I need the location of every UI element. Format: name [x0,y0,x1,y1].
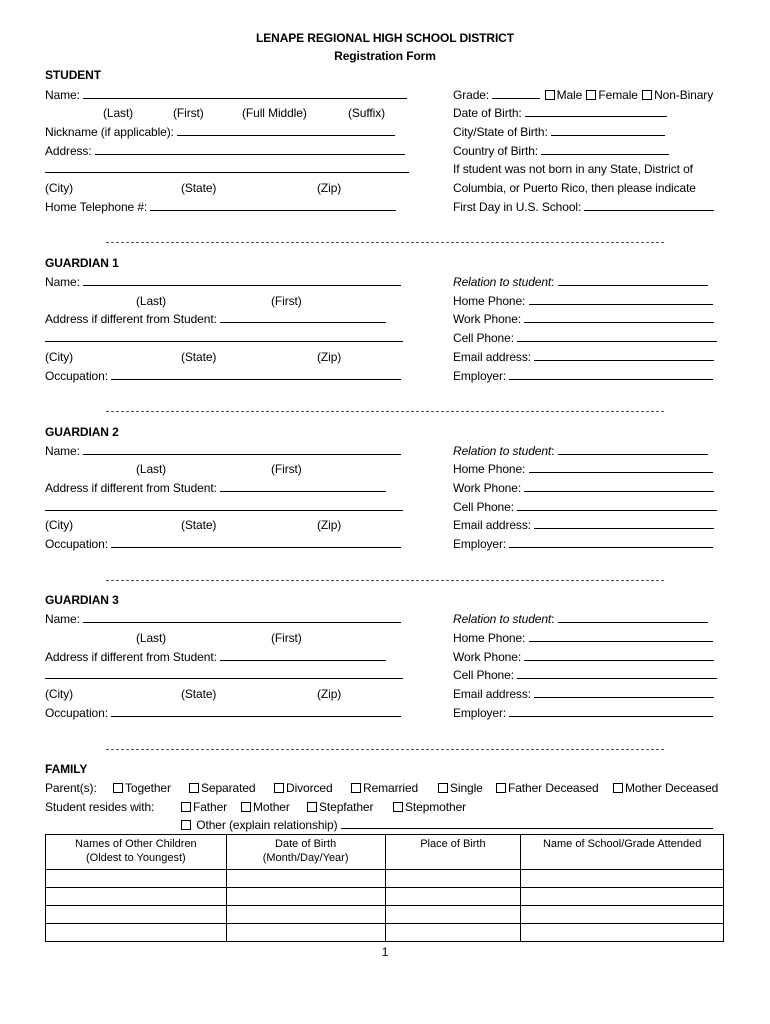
col-header-dob [226,835,385,870]
table-header-row [46,835,724,870]
guardian1-name-label: Name: [45,275,80,289]
table-cell[interactable] [46,906,227,924]
parent-option-separated[interactable] [188,781,255,795]
guardian3-address-field[interactable] [220,650,386,661]
father-label: Father [193,800,228,814]
table-cell[interactable] [385,870,521,888]
non-binary-checkbox[interactable] [642,90,652,100]
student-zip-label: (Zip) [317,181,342,195]
guardian2-occupation-field[interactable] [111,537,401,548]
guardian2-relation-field[interactable] [558,444,708,455]
grade-gender-row [453,88,713,102]
guardian3-work-phone-row [453,650,714,664]
guardian1-work-phone-row [453,312,714,326]
guardian3-home-phone-field[interactable] [529,631,713,642]
together-checkbox[interactable] [113,783,123,793]
guardian3-name-label: Name: [45,612,80,626]
guardian3-address-label: Address if different from Student: [45,650,217,664]
guardian3-address-row [45,650,386,664]
home-telephone-row [45,200,396,214]
country-birth-field[interactable] [541,144,669,155]
student-sub-first: (First) [173,106,204,120]
guardian1-cell-phone-label: Cell Phone: [453,331,514,345]
grade-field[interactable] [492,88,540,99]
country-birth-row [453,144,669,158]
parent-option-together[interactable] [112,781,171,795]
guardian1-work-phone-label: Work Phone: [453,312,522,326]
guardian2-relation-label: Relation to student [453,444,552,458]
form-title: Registration Form [334,49,436,63]
district-title: LENAPE REGIONAL HIGH SCHOOL DISTRICT [256,31,514,45]
page-number: 1 [381,945,389,959]
nickname-row [45,125,395,139]
resides-option-father[interactable] [180,800,227,814]
guardian1-name-row [45,275,401,289]
col-header-names [46,835,227,870]
parent-option-remarried[interactable] [350,781,418,795]
dob-label: Date of Birth: [453,106,522,120]
section-divider [106,242,664,243]
guardian2-employer-label: Employer: [453,537,507,551]
guardian1-relation-row: Relation to student: [453,275,708,289]
student-sub-middle: (Full Middle) [242,106,307,120]
guardian1-zip-label: (Zip) [317,350,342,364]
student-name-row [45,88,407,102]
guardian3-zip-label: (Zip) [317,687,342,701]
guardian1-relation-field[interactable] [558,275,708,286]
nickname-label: Nickname (if applicable): [45,125,174,139]
guardian3-city-label: (City) [45,687,74,701]
guardian2-sub-last: (Last) [136,462,167,476]
guardian3-home-phone-row [453,631,713,645]
table-cell[interactable] [385,924,521,942]
guardian2-work-phone-row [453,481,714,495]
home-telephone-field[interactable] [150,200,396,211]
table-cell[interactable] [521,888,724,906]
guardian2-heading: GUARDIAN 2 [45,425,119,439]
divorced-checkbox[interactable] [274,783,284,793]
mother-deceased-label: Mother Deceased [625,781,719,795]
table-row [46,870,724,888]
mother-checkbox[interactable] [241,802,251,812]
father-deceased-label: Father Deceased [508,781,599,795]
guardian2-address-field-2[interactable] [45,500,403,511]
guardian1-address-row [45,312,386,326]
student-address-field-2[interactable] [45,162,409,173]
table-cell[interactable] [46,888,227,906]
guardian3-relation-field[interactable] [558,612,708,623]
guardian3-address-field-2[interactable] [45,668,403,679]
col-header-school-text: Name of School/Grade Attended [542,838,702,850]
guardian2-employer-row [453,537,713,551]
guardian2-email-field[interactable] [534,518,714,529]
guardian2-name-field[interactable] [83,444,401,455]
guardian2-home-phone-row [453,462,713,476]
guardian3-sub-last: (Last) [136,631,167,645]
single-label: Single [450,781,483,795]
guardian2-relation-row: Relation to student: [453,444,708,458]
student-name-label: Name: [45,88,80,102]
guardian1-home-phone-row [453,294,713,308]
guardian3-email-field[interactable] [534,687,714,698]
separated-checkbox[interactable] [189,783,199,793]
guardian1-relation-label: Relation to student [453,275,552,289]
guardian1-occupation-field[interactable] [111,369,401,380]
birth-note-line2: Columbia, or Puerto Rico, then please indicate [453,181,696,195]
guardian3-cell-phone-row [453,668,717,682]
mother-label: Mother [253,800,290,814]
parents-label: Parent(s): [45,781,97,795]
guardian2-email-row [453,518,714,532]
guardian3-occupation-row [45,706,401,720]
guardian1-email-row [453,350,714,364]
other-explain-field[interactable] [341,818,713,829]
first-day-field[interactable] [584,200,714,211]
guardian1-state-label: (State) [181,350,217,364]
guardian3-occupation-field[interactable] [111,706,401,717]
resides-label: Student resides with: [45,800,155,814]
guardian1-occupation-row [45,369,401,383]
table-cell[interactable] [521,906,724,924]
grade-label: Grade: [453,88,490,102]
guardian2-work-phone-field[interactable] [524,481,714,492]
section-divider [106,411,664,412]
guardian2-city-label: (City) [45,518,74,532]
guardian1-address-line2 [45,331,403,345]
guardian2-occupation-label: Occupation: [45,537,108,551]
remarried-checkbox[interactable] [351,783,361,793]
father-deceased-checkbox[interactable] [496,783,506,793]
section-divider [106,580,664,581]
student-name-field[interactable] [83,88,407,99]
guardian3-cell-phone-label: Cell Phone: [453,668,514,682]
col-header-place [385,835,521,870]
separated-label: Separated [201,781,256,795]
first-day-label: First Day in U.S. School: [453,200,582,214]
guardian1-employer-label: Employer: [453,369,507,383]
guardian3-email-label: Email address: [453,687,531,701]
guardian2-home-phone-field[interactable] [529,462,713,473]
city-state-birth-field[interactable] [551,125,665,136]
guardian2-email-label: Email address: [453,518,531,532]
guardian2-address-field[interactable] [220,481,386,492]
student-heading: STUDENT [45,68,101,82]
guardian1-email-field[interactable] [534,350,714,361]
guardian2-name-label: Name: [45,444,80,458]
student-city-label: (City) [45,181,74,195]
guardian3-name-field[interactable] [83,612,401,623]
section-divider [106,749,664,750]
student-address-label: Address: [45,144,92,158]
nickname-field[interactable] [177,125,395,136]
together-label: Together [125,781,171,795]
student-address-row [45,144,405,158]
student-address-field[interactable] [95,144,405,155]
guardian2-name-row [45,444,401,458]
guardian3-cell-phone-field[interactable] [517,668,717,679]
guardian3-work-phone-field[interactable] [524,650,714,661]
guardian1-cell-phone-row [453,331,717,345]
guardian3-email-row [453,687,714,701]
family-heading: FAMILY [45,762,88,776]
resides-option-mother[interactable] [240,800,290,814]
guardian1-sub-first: (First) [271,294,302,308]
father-checkbox[interactable] [181,802,191,812]
guardian1-occupation-label: Occupation: [45,369,108,383]
resides-option-stepfather[interactable] [306,800,373,814]
guardian2-address-row [45,481,386,495]
other-children-table [45,834,724,942]
col-header-dob-text: Date of Birth (Month/Day/Year) [262,838,349,864]
guardian1-address-field-2[interactable] [45,331,403,342]
parent-option-mother-deceased[interactable] [612,781,718,795]
female-label: Female [598,88,638,102]
other-label: Other (explain relationship) [196,818,338,832]
guardian3-address-line2 [45,668,403,682]
guardian3-state-label: (State) [181,687,217,701]
table-cell[interactable] [521,870,724,888]
guardian3-relation-row: Relation to student: [453,612,708,626]
non-binary-label: Non-Binary [654,88,714,102]
country-birth-label: Country of Birth: [453,144,539,158]
remarried-label: Remarried [363,781,419,795]
guardian3-work-phone-label: Work Phone: [453,650,522,664]
guardian2-address-label: Address if different from Student: [45,481,217,495]
table-cell[interactable] [226,870,385,888]
guardian1-name-field[interactable] [83,275,401,286]
guardian2-cell-phone-field[interactable] [517,500,717,511]
mother-deceased-checkbox[interactable] [613,783,623,793]
student-address-line2 [45,162,409,176]
table-cell[interactable] [46,924,227,942]
guardian1-address-field[interactable] [220,312,386,323]
table-row [46,906,724,924]
guardian2-state-label: (State) [181,518,217,532]
home-telephone-label: Home Telephone #: [45,200,148,214]
student-sub-suffix: (Suffix) [348,106,385,120]
guardian1-home-phone-field[interactable] [529,294,713,305]
guardian1-city-label: (City) [45,350,74,364]
parent-option-father-deceased[interactable] [495,781,599,795]
student-state-label: (State) [181,181,217,195]
female-checkbox[interactable] [586,90,596,100]
stepfather-checkbox[interactable] [307,802,317,812]
table-cell[interactable] [226,888,385,906]
guardian1-employer-row [453,369,713,383]
guardian3-relation-label: Relation to student [453,612,552,626]
table-cell[interactable] [46,870,227,888]
col-header-place-text: Place of Birth [420,838,486,850]
guardian2-work-phone-label: Work Phone: [453,481,522,495]
guardian2-home-phone-label: Home Phone: [453,462,526,476]
guardian2-cell-phone-row [453,500,717,514]
resides-option-other[interactable] [180,818,713,832]
student-sub-last: (Last) [103,106,134,120]
table-cell[interactable] [226,924,385,942]
guardian3-employer-row [453,706,713,720]
guardian2-occupation-row [45,537,401,551]
guardian2-cell-phone-label: Cell Phone: [453,500,514,514]
guardian1-work-phone-field[interactable] [524,312,714,323]
guardian1-email-label: Email address: [453,350,531,364]
divorced-label: Divorced [286,781,333,795]
parent-option-single[interactable] [437,781,483,795]
city-state-birth-row [453,125,665,139]
male-label: Male [556,88,583,102]
guardian1-home-phone-label: Home Phone: [453,294,526,308]
table-cell[interactable] [226,906,385,924]
table-cell[interactable] [385,888,521,906]
guardian1-sub-last: (Last) [136,294,167,308]
guardian3-home-phone-label: Home Phone: [453,631,526,645]
guardian1-heading: GUARDIAN 1 [45,256,119,270]
resides-option-stepmother[interactable] [392,800,466,814]
parent-option-divorced[interactable] [273,781,333,795]
male-checkbox[interactable] [545,90,555,100]
guardian2-zip-label: (Zip) [317,518,342,532]
guardian2-address-line2 [45,500,403,514]
guardian3-sub-first: (First) [271,631,302,645]
dob-field[interactable] [525,106,667,117]
guardian2-sub-first: (First) [271,462,302,476]
stepmother-label: Stepmother [405,800,467,814]
col-header-school [521,835,724,870]
guardian1-cell-phone-field[interactable] [517,331,717,342]
first-day-row [453,200,714,214]
dob-row [453,106,667,120]
guardian3-employer-label: Employer: [453,706,507,720]
birth-note-line1: If student was not born in any State, District of [453,162,693,176]
guardian3-employer-field[interactable] [509,706,713,717]
stepfather-label: Stepfather [319,800,374,814]
other-checkbox[interactable] [181,820,191,830]
guardian3-occupation-label: Occupation: [45,706,108,720]
col-header-names-text: Names of Other Children (Oldest to Youngest) [75,838,197,864]
guardian3-name-row [45,612,401,626]
single-checkbox[interactable] [438,783,448,793]
stepmother-checkbox[interactable] [393,802,403,812]
table-row [46,888,724,906]
guardian1-address-label: Address if different from Student: [45,312,217,326]
table-cell[interactable] [521,924,724,942]
table-cell[interactable] [385,906,521,924]
guardian1-employer-field[interactable] [509,369,713,380]
guardian2-employer-field[interactable] [509,537,713,548]
table-row [46,924,724,942]
guardian3-heading: GUARDIAN 3 [45,593,119,607]
city-state-birth-label: City/State of Birth: [453,125,548,139]
